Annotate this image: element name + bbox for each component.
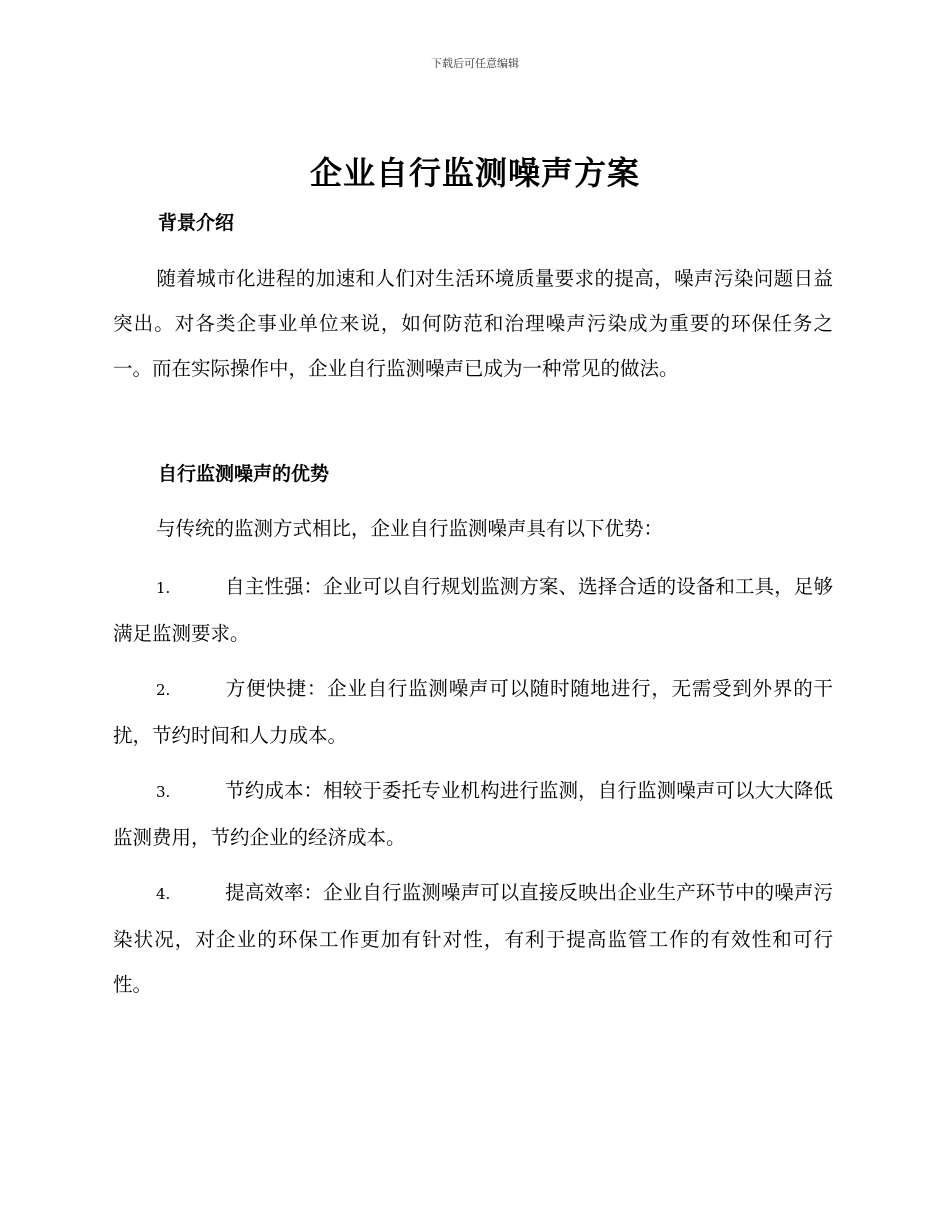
advantages-intro-text: 与传统的监测方式相比，企业自行监测噪声具有以下优势： [156, 517, 664, 540]
section-heading-advantages: 自行监测噪声的优势 [158, 463, 330, 485]
background-paragraph [113, 256, 833, 391]
list-item-number: 1. [156, 579, 171, 597]
advantages-intro [113, 506, 833, 551]
list-item-text: 自主性强：企业可以自行规划监测方案、选择合适的设备和工具，足够满足监测要求。 [113, 575, 833, 645]
list-item-number: 4. [156, 885, 171, 903]
list-item [113, 768, 833, 860]
section-heading-background: 背景介绍 [158, 212, 235, 234]
list-item-text: 提高效率：企业自行监测噪声可以直接反映出企业生产环节中的噪声污染状况，对企业的环保工作更加有针对性，有利于提高监管工作的有效性和可行性。 [113, 881, 833, 996]
document-title: 企业自行监测噪声方案 [309, 154, 640, 192]
list-item-text: 节约成本：相较于委托专业机构进行监测，自行监测噪声可以大大降低监测费用，节约企业的经济成本。 [113, 779, 833, 849]
list-item-number: 3. [156, 783, 171, 801]
list-item [113, 564, 833, 656]
list-item-number: 2. [156, 681, 171, 699]
background-paragraph-text: 随着城市化进程的加速和人们对生活环境质量要求的提高，噪声污染问题日益突出。对各类企事业单位来说，如何防范和治理噪声污染成为重要的环保任务之一。而在实际操作中，企业自行监测噪声已成为一种常见的做法。 [113, 267, 833, 380]
list-item-text: 方便快捷：企业自行监测噪声可以随时随地进行，无需受到外界的干扰，节约时间和人力成本。 [113, 677, 833, 747]
list-item [113, 666, 833, 758]
list-item [113, 870, 833, 1007]
page-header-note: 下载后可任意编辑 [431, 57, 519, 70]
